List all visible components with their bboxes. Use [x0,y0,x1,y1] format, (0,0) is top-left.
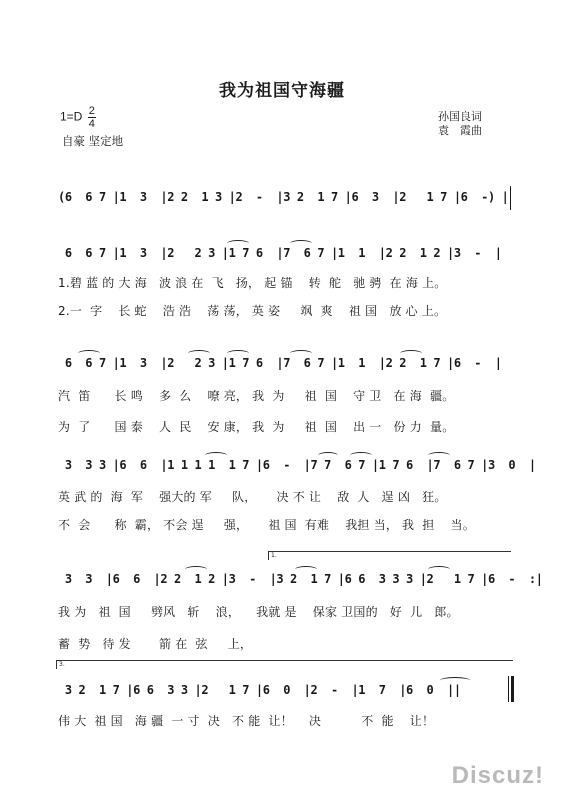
slur-mark [428,566,450,573]
lyricist-credit: 孙国良词 [438,110,482,123]
song-title: 我为祖国守海疆 [219,81,345,101]
slur-mark [227,350,249,357]
notation-line-intro: (6 6 7 |1 3 |2 2 1 3 |2 - |3 2 1 7 |6 3 |2 1 7 |6 -) | [58,190,509,204]
slur-mark [227,240,249,247]
lyric-line-5: 伟 大 祖 国 海 疆 一 寸 决 不 能 让！ 决 不 能 让！ [58,714,435,728]
slur-mark [188,350,210,357]
slur-mark [428,452,450,459]
notation-line-3: 3 3 3 |6 6 |1 1 1 1 1 7 |6 - |7 7 6 7 |1 7 6 |7 6 7 |3 0 | [58,458,536,472]
lyric-line-4-verse-1: 我 为 祖 国 劈风 斩 浪， 我就 是 保家 卫国的 好 儿 郎。 [58,605,459,619]
notation-line-1: 6 6 7 |1 3 |2 2 3 |1 7 6 |7 6 7 |1 1 |2 2 1 2 |3 - | [58,246,502,260]
final-barline-thick [511,676,514,702]
notation-line-2: 6 6 7 |1 3 |2 2 3 |1 7 6 |7 6 7 |1 1 |2 2 1 7 |6 - | [58,356,502,370]
key-signature [60,105,96,130]
final-barline-thin [508,676,509,702]
notation-line-5: 3 2 1 7 |6 6 3 3 |2 1 7 |6 0 |2 - |1 7 |6 0 || [58,683,461,697]
slur-mark [290,350,312,357]
lyric-line-2-verse-1: 汽 笛 长 鸣 多 么 嘹 亮， 我 为 祖 国 守 卫 在 海 疆。 [58,389,455,403]
time-signature [88,105,96,130]
time-numerator: 2 [88,105,95,117]
volta-bracket-third [56,660,513,669]
tempo-marking: 自豪 坚定地 [62,134,124,148]
slur-mark [350,452,372,459]
slur-mark [290,240,312,247]
lyric-line-1-verse-1: 1.碧 蓝 的 大 海 波 浪 在 飞 扬， 起 锚 转 舵 驰 骋 在 海 上。 [58,276,447,290]
watermark: Discuz! [451,762,544,789]
slur-mark [185,566,207,573]
slur-mark [400,350,422,357]
slur-mark [318,452,338,459]
lyric-line-2-verse-2: 为 了 国 泰 人 民 安 康， 我 为 祖 国 出 一 份 力 量。 [58,420,455,434]
slur-mark [205,452,227,459]
lyric-line-3-verse-1: 英 武 的 海 军 强大的 军 队， 决 不 让 敌 人 逞 凶 狂。 [58,490,447,504]
slur-mark [295,566,317,573]
lyric-line-4-verse-2: 蓄 势 待 发 箭 在 弦 上， [58,637,253,651]
slur-mark [78,350,100,357]
volta-label: 1. [271,552,277,559]
barline-end-intro [510,186,511,210]
lyric-line-1-verse-2: 2.一 字 长 蛇 浩 浩 荡 荡， 英 姿 飒 爽 祖 国 放 心 上。 [58,304,447,318]
slur-mark [440,677,470,684]
time-denominator: 4 [88,118,95,130]
volta-label: 3. [59,661,65,668]
composer-credit: 袁 霞曲 [438,124,482,137]
lyric-line-3-verse-2: 不 会 称 霸， 不会 逞 强， 祖 国 有难 我担 当， 我 担 当。 [58,518,475,532]
notation-line-4: 3 3 |6 6 |2 2 1 2 |3 - |3 2 1 7 |6 6 3 3 3 |2 1 7 |6 - :| [58,572,543,586]
volta-bracket-first [268,551,511,560]
key-prefix: 1=D [60,109,83,124]
